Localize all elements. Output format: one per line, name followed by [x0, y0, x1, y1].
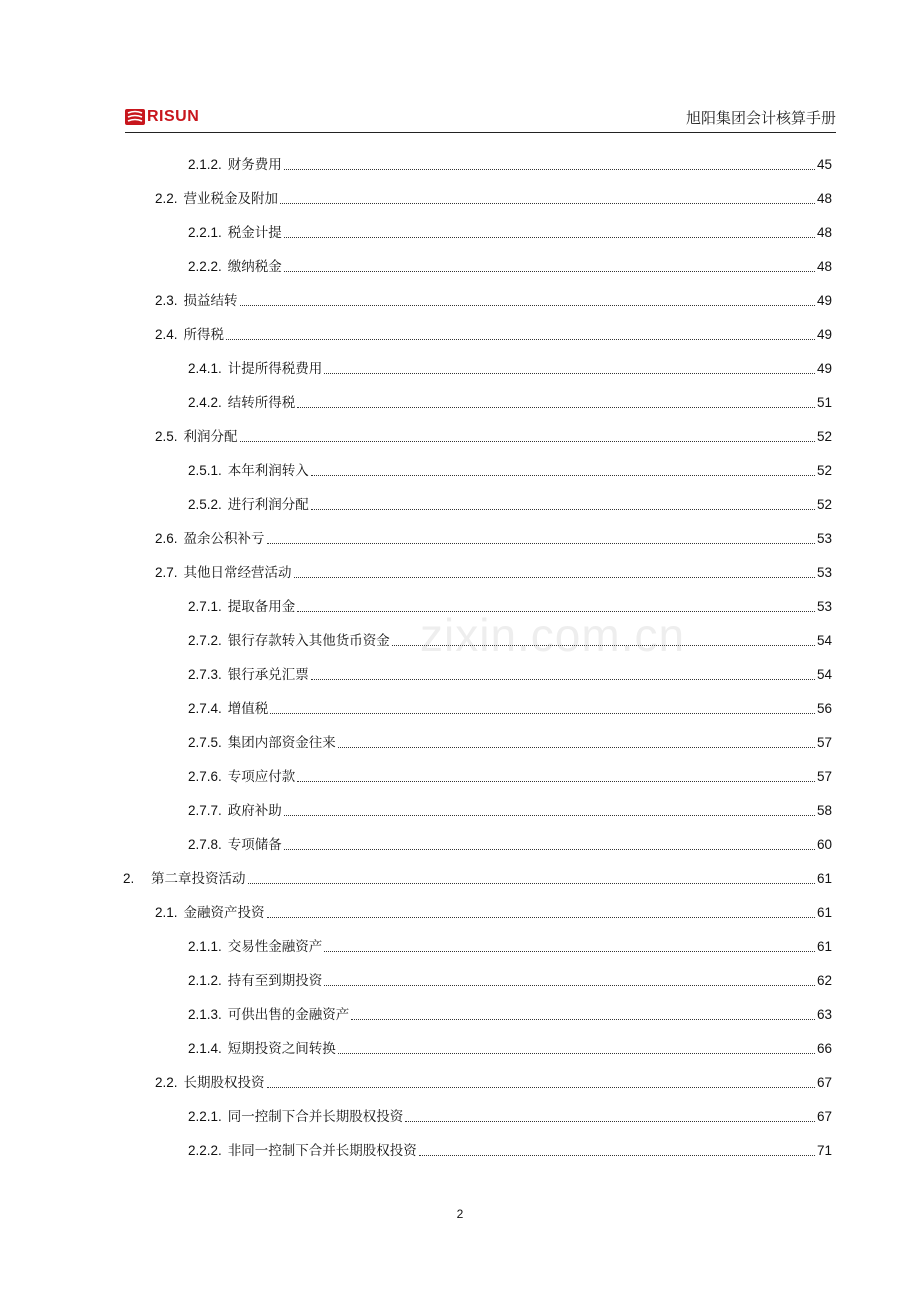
toc-dot-leader: [284, 271, 815, 272]
toc-entry[interactable]: [188, 494, 832, 514]
toc-entry-title: 利润分配: [183, 429, 238, 445]
toc-entry[interactable]: [155, 528, 832, 548]
toc-entry-title: 可供出售的金融资产: [227, 1007, 350, 1023]
toc-entry-page: 71: [816, 1143, 832, 1158]
toc-dot-leader: [267, 917, 815, 918]
toc-entry-page: 49: [816, 293, 832, 308]
toc-dot-leader: [311, 509, 815, 510]
toc-entry-number: 2.7.5.: [188, 735, 222, 750]
risun-logo: [125, 106, 199, 128]
toc-entry[interactable]: [188, 1038, 832, 1058]
toc-entry-number: 2.7.1.: [188, 599, 222, 614]
toc-entry-title: 金融资产投资: [183, 905, 265, 921]
toc-entry-page: 60: [816, 837, 832, 852]
toc-entry[interactable]: [188, 256, 832, 276]
toc-dot-leader: [311, 475, 815, 476]
toc-dot-leader: [351, 1019, 815, 1020]
toc-entry-number: 2.7.7.: [188, 803, 222, 818]
toc-entry-number: 2.: [123, 871, 135, 886]
toc-dot-leader: [419, 1155, 815, 1156]
toc-entry-page: 66: [816, 1041, 832, 1056]
toc-entry-page: 51: [816, 395, 832, 410]
toc-entry[interactable]: [188, 596, 832, 616]
toc-entry-page: 52: [816, 497, 832, 512]
document-title: 旭阳集团会计核算手册: [685, 109, 836, 127]
toc-entry[interactable]: [155, 290, 832, 310]
toc-dot-leader: [284, 169, 815, 170]
toc-entry-page: 62: [816, 973, 832, 988]
toc-entry-title: 同一控制下合并长期股权投资: [227, 1109, 404, 1125]
toc-entry[interactable]: [188, 630, 832, 650]
toc-entry-number: 2.1.: [155, 905, 178, 920]
toc-entry[interactable]: [188, 460, 832, 480]
toc-entry-page: 53: [816, 599, 832, 614]
toc-entry-title: 盈余公积补亏: [183, 531, 265, 547]
toc-entry-title: 持有至到期投资: [227, 973, 323, 989]
toc-entry-page: 56: [816, 701, 832, 716]
toc-entry-page: 57: [816, 735, 832, 750]
toc-entry-title: 银行存款转入其他货币资金: [227, 633, 390, 649]
toc-entry-page: 49: [816, 361, 832, 376]
toc-dot-leader: [297, 611, 815, 612]
toc-entry-title: 政府补助: [227, 803, 282, 819]
toc-entry[interactable]: [188, 732, 832, 752]
toc-entry-title: 提取备用金: [227, 599, 296, 615]
toc-entry-title: 第二章投资活动: [151, 871, 246, 887]
toc-entry[interactable]: [155, 1072, 832, 1092]
toc-entry-page: 61: [816, 905, 832, 920]
toc-entry-number: 2.7.4.: [188, 701, 222, 716]
toc-entry-page: 67: [816, 1075, 832, 1090]
toc-entry-title: 银行承兑汇票: [227, 667, 309, 683]
toc-entry-number: 2.2.: [155, 1075, 178, 1090]
toc-entry[interactable]: [188, 970, 832, 990]
toc-entry[interactable]: [155, 902, 832, 922]
toc-entry[interactable]: [155, 426, 832, 446]
toc-entry[interactable]: [155, 562, 832, 582]
toc-entry[interactable]: [188, 936, 832, 956]
toc-entry[interactable]: [188, 766, 832, 786]
toc-entry-page: 53: [816, 531, 832, 546]
toc-dot-leader: [297, 781, 815, 782]
toc-entry[interactable]: [188, 664, 832, 684]
toc-dot-leader: [294, 577, 815, 578]
toc-entry-number: 2.7.: [155, 565, 178, 580]
toc-dot-leader: [284, 815, 815, 816]
toc-entry-number: 2.2.2.: [188, 1143, 222, 1158]
toc-entry-number: 2.7.8.: [188, 837, 222, 852]
toc-entry-number: 2.2.2.: [188, 259, 222, 274]
toc-entry-page: 57: [816, 769, 832, 784]
toc-entry-number: 2.1.4.: [188, 1041, 222, 1056]
toc-entry[interactable]: [188, 698, 832, 718]
toc-entry[interactable]: [188, 1004, 832, 1024]
toc-entry-page: 45: [816, 157, 832, 172]
toc-entry-number: 2.5.2.: [188, 497, 222, 512]
toc-entry-page: 67: [816, 1109, 832, 1124]
toc-entry-page: 61: [816, 871, 832, 886]
toc-entry-number: 2.5.1.: [188, 463, 222, 478]
toc-entry-page: 48: [816, 259, 832, 274]
toc-dot-leader: [338, 747, 815, 748]
toc-dot-leader: [324, 985, 815, 986]
toc-entry-number: 2.2.1.: [188, 1109, 222, 1124]
toc-entry[interactable]: [188, 392, 832, 412]
logo-text: RISUN: [147, 108, 200, 125]
toc-entry-title: 短期投资之间转换: [227, 1041, 336, 1057]
toc-entry-title: 增值税: [227, 701, 269, 717]
toc-entry-title: 专项储备: [227, 837, 282, 853]
toc-entry-page: 53: [816, 565, 832, 580]
page-number: 2: [456, 1207, 464, 1221]
toc-dot-leader: [270, 713, 815, 714]
toc-entry-number: 2.1.3.: [188, 1007, 222, 1022]
toc-entry-title: 长期股权投资: [183, 1075, 265, 1091]
toc-entry[interactable]: [188, 1140, 832, 1160]
toc-entry-page: 48: [816, 225, 832, 240]
toc-entry-title: 所得税: [183, 327, 225, 343]
toc-entry-number: 2.4.: [155, 327, 178, 342]
toc-entry-number: 2.4.2.: [188, 395, 222, 410]
toc-entry[interactable]: [188, 358, 832, 378]
toc-dot-leader: [324, 373, 815, 374]
toc-entry-page: 58: [816, 803, 832, 818]
toc-entry-title: 结转所得税: [227, 395, 296, 411]
toc-entry[interactable]: [188, 154, 832, 174]
toc-entry[interactable]: [155, 324, 832, 344]
toc-entry[interactable]: [188, 222, 832, 242]
toc-dot-leader: [280, 203, 815, 204]
toc-dot-leader: [226, 339, 815, 340]
toc-entry-number: 2.1.2.: [188, 973, 222, 988]
toc-entry-page: 54: [816, 633, 832, 648]
toc-entry-number: 2.2.: [155, 191, 178, 206]
toc-entry-page: 52: [816, 429, 832, 444]
toc-dot-leader: [284, 849, 815, 850]
risun-logo-icon: [125, 108, 145, 126]
toc-entry-number: 2.1.2.: [188, 157, 222, 172]
toc-entry[interactable]: [123, 868, 832, 888]
toc-entry-title: 非同一控制下合并长期股权投资: [227, 1143, 417, 1159]
toc-dot-leader: [240, 305, 815, 306]
toc-entry-number: 2.7.3.: [188, 667, 222, 682]
toc-entry-title: 缴纳税金: [227, 259, 282, 275]
toc-entry-title: 损益结转: [183, 293, 238, 309]
toc-entry-title: 专项应付款: [227, 769, 296, 785]
toc-entry-number: 2.3.: [155, 293, 178, 308]
toc-entry-title: 计提所得税费用: [227, 361, 323, 377]
toc-dot-leader: [267, 543, 815, 544]
toc-entry-number: 2.6.: [155, 531, 178, 546]
toc-dot-leader: [297, 407, 815, 408]
toc-entry-number: 2.1.1.: [188, 939, 222, 954]
toc-entry-number: 2.7.6.: [188, 769, 222, 784]
toc-dot-leader: [267, 1087, 815, 1088]
toc-dot-leader: [338, 1053, 815, 1054]
toc-entry-page: 54: [816, 667, 832, 682]
toc-entry-title: 其他日常经营活动: [183, 565, 292, 581]
toc-entry-title: 财务费用: [227, 157, 282, 173]
toc-dot-leader: [392, 645, 815, 646]
toc-entry-number: 2.2.1.: [188, 225, 222, 240]
toc-entry-number: 2.5.: [155, 429, 178, 444]
toc-entry-title: 本年利润转入: [227, 463, 309, 479]
toc-entry-page: 63: [816, 1007, 832, 1022]
watermark: zixin.com.cn: [420, 609, 686, 661]
toc-dot-leader: [240, 441, 815, 442]
toc-entry[interactable]: [188, 800, 832, 820]
toc-entry-page: 49: [816, 327, 832, 342]
toc-entry[interactable]: [188, 1106, 832, 1126]
toc-dot-leader: [284, 237, 815, 238]
page-header: [125, 104, 836, 133]
toc-entry-title: 税金计提: [227, 225, 282, 241]
toc-entry[interactable]: [188, 834, 832, 854]
toc-dot-leader: [324, 951, 815, 952]
toc-dot-leader: [311, 679, 815, 680]
toc-entry-title: 营业税金及附加: [183, 191, 279, 207]
toc-dot-leader: [405, 1121, 815, 1122]
toc-entry-number: 2.7.2.: [188, 633, 222, 648]
toc-entry-page: 52: [816, 463, 832, 478]
toc-dot-leader: [248, 883, 815, 884]
toc-entry-title: 交易性金融资产: [227, 939, 323, 955]
toc-entry-title: 集团内部资金往来: [227, 735, 336, 751]
toc-entry-title: 进行利润分配: [227, 497, 309, 513]
toc-entry-page: 48: [816, 191, 832, 206]
toc-entry[interactable]: [155, 188, 832, 208]
toc-entry-page: 61: [816, 939, 832, 954]
toc-entry-number: 2.4.1.: [188, 361, 222, 376]
